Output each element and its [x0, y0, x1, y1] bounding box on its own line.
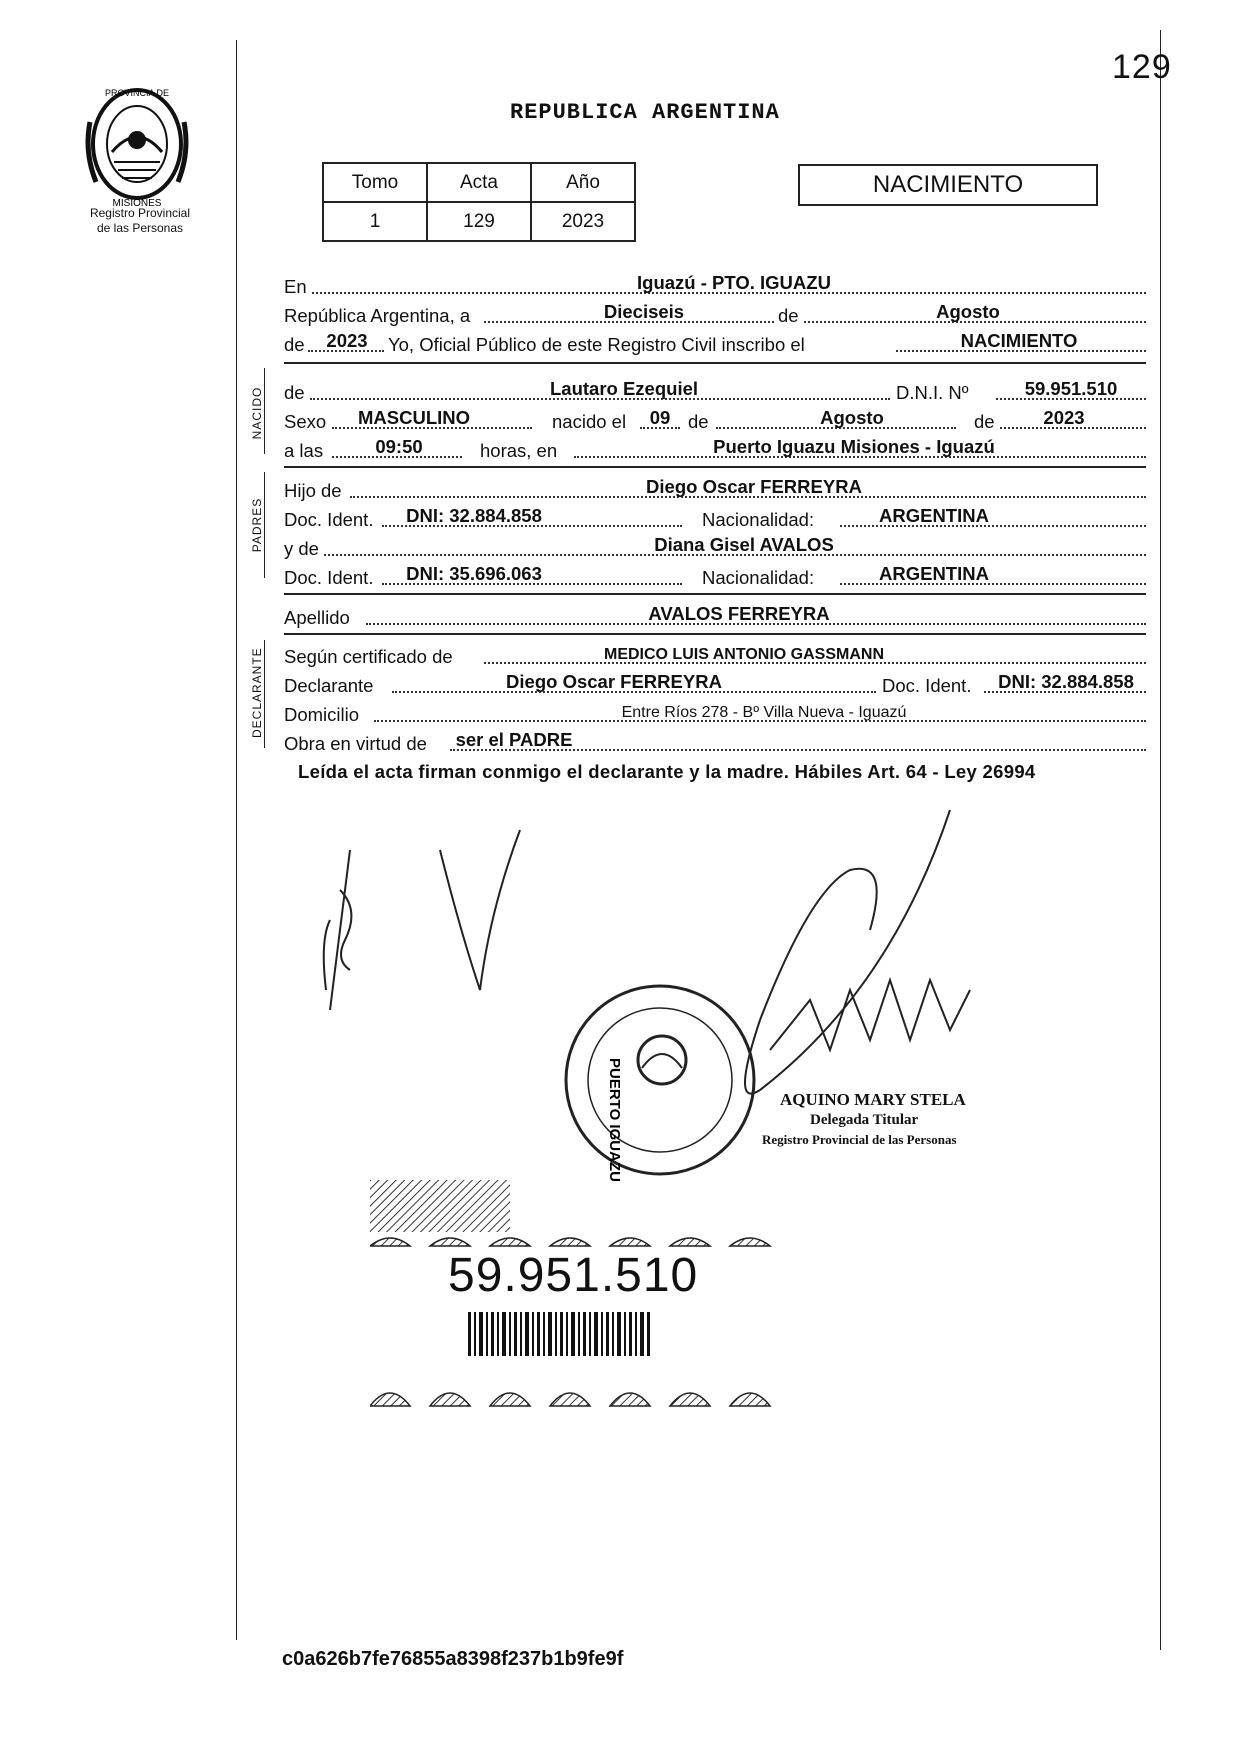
row-obra: [284, 727, 1146, 755]
closing-text: Leída el acta firman conmigo el declarante y la madre. Hábiles Art. 64 - Ley 26994: [298, 761, 1036, 782]
row-en: [284, 270, 1146, 298]
padre-doc: DNI: 32.884.858: [406, 505, 542, 526]
value-acta: 129: [427, 202, 531, 241]
y-de-label: y de: [284, 538, 319, 559]
seal-city-text: PUERTO IGUAZU: [606, 1058, 623, 1182]
padre-nombre: Diego Oscar FERREYRA: [646, 476, 862, 497]
barcode: [468, 1312, 650, 1356]
oficial-text: Yo, Oficial Público de este Registro Civil inscribo el: [388, 334, 805, 355]
sexo-label: Sexo: [284, 411, 327, 432]
en-label: En: [284, 276, 307, 297]
separator-nacido: [284, 466, 1146, 468]
apellido-value: AVALOS FERREYRA: [648, 603, 830, 624]
nacido-hora: 09:50: [375, 436, 423, 457]
value-tomo: 1: [323, 202, 427, 241]
republica-label: República Argentina, a: [284, 305, 471, 326]
security-hologram: [370, 1180, 510, 1232]
nacido-de-label2: de: [688, 411, 709, 432]
dni-label: D.N.I. Nº: [896, 382, 969, 403]
signature-declarante: [324, 850, 352, 1010]
stamp-name: AQUINO MARY STELA: [780, 1090, 966, 1109]
declarante-doc: DNI: 32.884.858: [998, 671, 1134, 692]
nacido-el-label: nacido el: [552, 411, 627, 432]
row-domicilio: [284, 698, 1146, 726]
nacido-de-label: de: [284, 382, 305, 403]
obra-label: Obra en virtud de: [284, 733, 427, 754]
left-margin-line: [236, 40, 237, 1640]
madre-nombre: Diana Gisel AVALOS: [654, 534, 834, 555]
logo-seal-text-top: PROVINCIA DE: [104, 88, 170, 98]
de2-label: de: [284, 334, 305, 355]
section-label-declarante: DECLARANTE: [250, 647, 264, 738]
nacido-mes: Agosto: [820, 407, 884, 428]
a-las-label: a las: [284, 440, 324, 461]
apellido-label: Apellido: [284, 607, 350, 628]
padre-nac-label: Nacionalidad:: [702, 509, 815, 530]
signature-madre: [440, 830, 520, 990]
row-y-de: [284, 532, 1146, 560]
row-padre-doc: [284, 503, 1146, 531]
stamp-role: Delegada Titular: [810, 1112, 919, 1128]
separator-apellido: [284, 633, 1146, 635]
right-margin-line: [1160, 30, 1161, 1650]
month-value: Agosto: [936, 301, 1000, 322]
nacido-nombre: Lautaro Ezequiel: [549, 378, 699, 399]
logo-caption-line1: Registro Provincial: [89, 206, 191, 220]
security-pattern-bottom: [370, 1393, 770, 1406]
declarante-doc-label: Doc. Ident.: [882, 675, 972, 696]
horas-en-label: horas, en: [480, 440, 558, 461]
nacido-dni: 59.951.510: [1024, 378, 1118, 399]
security-pattern-top: [370, 1238, 770, 1246]
section-label-nacido: NACIDO: [250, 386, 264, 440]
separator-intro: [284, 362, 1146, 364]
row-nacido-nombre: [284, 376, 1146, 404]
obra-value: ser el PADRE: [455, 729, 573, 750]
row-year: [284, 328, 1146, 356]
row-republica: [284, 299, 1146, 327]
nacido-anio: 2023: [1043, 407, 1085, 428]
year-value: 2023: [326, 330, 368, 351]
signatures-area: [290, 790, 1120, 1190]
row-apellido: [284, 601, 1146, 629]
signature-oficial: [745, 810, 970, 1094]
row-segun: [284, 640, 1146, 668]
day-value: Dieciseis: [603, 301, 685, 322]
act-type-box: NACIMIENTO: [798, 164, 1098, 206]
logo-caption: [70, 206, 210, 236]
madre-nacionalidad: ARGENTINA: [879, 563, 989, 584]
row-hijo-de: [284, 474, 1146, 502]
official-seal: [566, 986, 754, 1174]
header-anio: Año: [531, 163, 635, 202]
nacido-de-label3: de: [974, 411, 995, 432]
row-nacido-sexo: [284, 405, 1146, 433]
declarante-nombre: Diego Oscar FERREYRA: [506, 671, 722, 692]
security-dni-number: 59.951.510: [448, 1249, 699, 1302]
header-tomo: Tomo: [323, 163, 427, 202]
padre-doc-label: Doc. Ident.: [284, 509, 374, 530]
value-anio: 2023: [531, 202, 635, 241]
section-label-padres: PADRES: [250, 497, 264, 553]
separator-padres: [284, 593, 1146, 595]
domicilio-label: Domicilio: [284, 704, 360, 725]
domicilio-value: Entre Ríos 278 - Bº Villa Nueva - Iguazú: [621, 704, 907, 721]
madre-doc-label: Doc. Ident.: [284, 567, 374, 588]
row-madre-doc: [284, 561, 1146, 589]
sexo-value: MASCULINO: [357, 407, 471, 428]
logo-caption-line2: de las Personas: [96, 221, 184, 235]
nacido-dia: 09: [649, 407, 671, 428]
nacido-lugar: Puerto Iguazu Misiones - Iguazú: [713, 436, 995, 457]
inscribe-value: NACIMIENTO: [960, 330, 1078, 351]
certificado-value: MEDICO LUIS ANTONIO GASSMANN: [603, 646, 884, 663]
declarante-label: Declarante: [284, 675, 374, 696]
segun-label: Según certificado de: [284, 646, 453, 667]
header-acta: Acta: [427, 163, 531, 202]
document-title: REPUBLICA ARGENTINA: [510, 100, 780, 125]
padre-nacionalidad: ARGENTINA: [879, 505, 989, 526]
madre-nac-label: Nacionalidad:: [702, 567, 815, 588]
footer-hash: c0a626b7fe76855a8398f237b1b9fe9f: [282, 1648, 624, 1670]
register-table: [322, 162, 636, 242]
de-label: de: [778, 305, 799, 326]
province-seal-logo: [82, 82, 192, 212]
en-value: Iguazú - PTO. IGUAZU: [637, 272, 831, 293]
row-declarante: [284, 669, 1146, 697]
hijo-de-label: Hijo de: [284, 480, 342, 501]
madre-doc: DNI: 35.696.063: [406, 563, 542, 584]
logo-seal-text-bottom: MISIONES: [112, 198, 162, 209]
stamp-org: Registro Provincial de las Personas: [762, 1132, 957, 1147]
page-number: 129: [1112, 48, 1172, 86]
row-nacido-hora: [284, 434, 1146, 462]
